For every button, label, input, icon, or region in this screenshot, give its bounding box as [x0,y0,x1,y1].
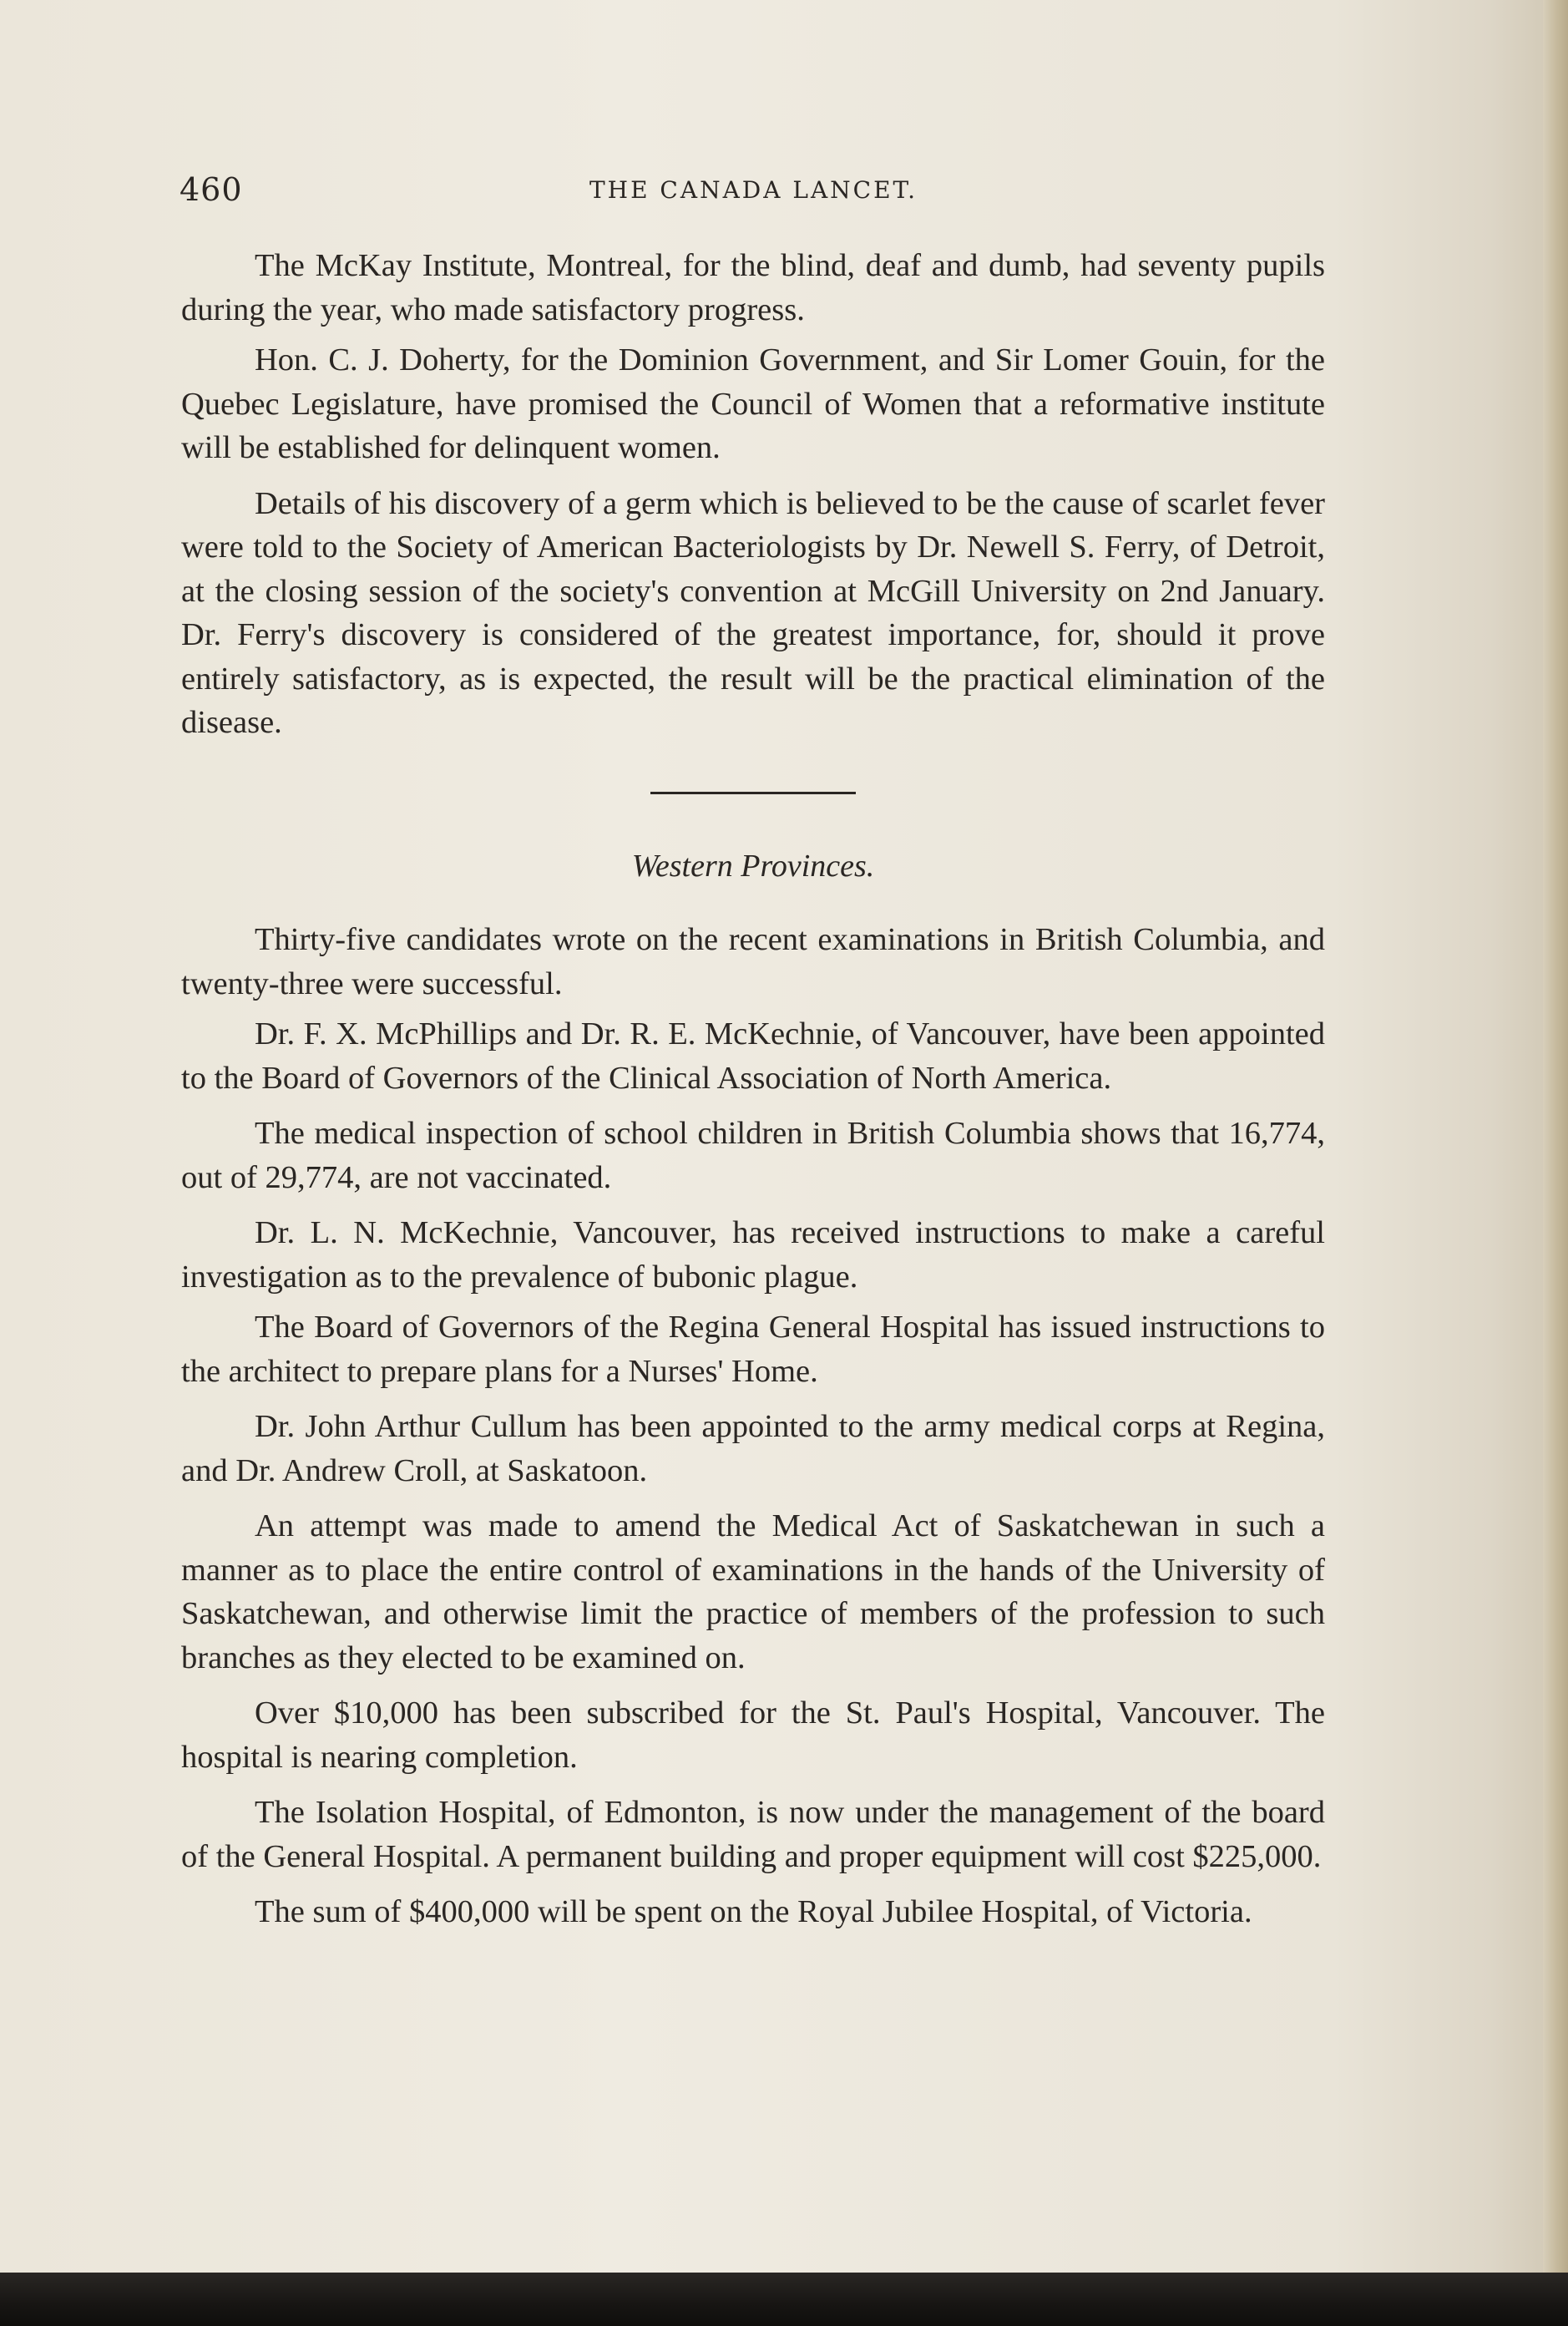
paragraph-medical-act: An attempt was made to amend the Medical Act of Saskatchewan in such a manner as to place the entire control of examinations in the hands of the University of Saskatchewan, and otherwise limit the practice of members of the profession to such branches as they elected to be examined on. [181,1508,1325,1675]
paragraph-scarlet-fever-germ: Details of his discovery of a germ which is believed to be the cause of scarlet fever were told to the Society of American Bacteriologists by Dr. Newell S. Ferry, of Detroit, at the closing session of the society's convention at McGill University on 2nd January. Dr. Ferry's discovery is considered of the greatest importance, for, should it prove entirely satisfactory, as is expected, the result will be the practical elimination of the disease. [181,485,1325,740]
paragraph-army-medical-corps: Dr. John Arthur Cullum has been appointed to the army medical corps at Regina, and Dr. Andrew Croll, at Saskatoon. [181,1409,1325,1488]
section-heading: Western Provinces. [631,848,875,884]
paragraph-reformative-institute: Hon. C. J. Doherty, for the Dominion Government, and Sir Lomer Gouin, for the Quebec Legislature, have promised the Council of Women that a reformative institute will be established for delinquent women. [181,342,1325,465]
paragraph-mckay-institute: The McKay Institute, Montreal, for the blind, deaf and dumb, had seventy pupils during the year, who made satisfactory progress. [181,248,1325,327]
paragraph-st-pauls-hospital: Over $10,000 has been subscribed for the St. Paul's Hospital, Vancouver. The hospital is nearing completion. [181,1695,1325,1775]
page-binding-edge [1543,0,1568,2326]
article-body [181,244,1325,1946]
paragraph-vaccination: The medical inspection of school children in British Columbia shows that 16,774, out of 29,774, are not vaccinated. [181,1116,1325,1195]
paragraph-royal-jubilee: The sum of $400,000 will be spent on the Royal Jubilee Hospital, of Victoria. [255,1894,1252,1929]
paragraph-isolation-hospital: The Isolation Hospital, of Edmonton, is now under the management of the board of the General Hospital. A permanent building and proper equipment will cost $225,000. [181,1795,1325,1874]
paragraph-nurses-home: The Board of Governors of the Regina General Hospital has issued instructions to the architect to prepare plans for a Nurses' Home. [181,1310,1325,1389]
paragraph-clinical-association: Dr. F. X. McPhillips and Dr. R. E. McKechnie, of Vancouver, have been appointed to the Board of Governors of the Clinical Association of North America. [181,1016,1325,1096]
scan-bottom-edge [0,2273,1568,2326]
page-number: 460 [180,171,243,208]
paragraph-bc-examinations: Thirty-five candidates wrote on the recent examinations in British Columbia, and twenty-three were successful. [181,922,1325,1001]
section-divider [650,792,856,794]
running-head [180,171,1328,213]
paragraph-bubonic-plague: Dr. L. N. McKechnie, Vancouver, has received instructions to make a careful investigation as to the prevalence of bubonic plague. [181,1215,1325,1295]
journal-title: THE CANADA LANCET. [589,176,918,204]
